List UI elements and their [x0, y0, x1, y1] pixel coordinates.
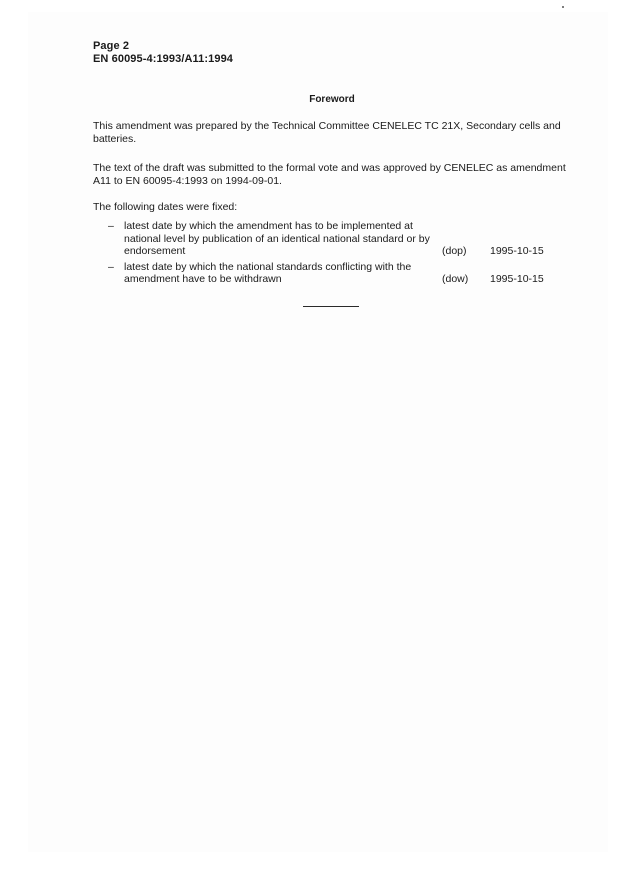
- date-abbreviation: (dow): [442, 273, 469, 285]
- date-description: latest date by which the amendment has to be implemented at national level by publication of an identical national standard or by endorsement: [124, 220, 430, 257]
- dates-list: [108, 220, 578, 289]
- foreword-paragraph-1: This amendment was prepared by the Technical Committee CENELEC TC 21X, Secondary cells and batteries.: [93, 120, 561, 145]
- foreword-paragraph-3: The following dates were fixed:: [93, 201, 238, 213]
- list-dash: –: [108, 220, 114, 232]
- foreword-heading: Foreword: [309, 94, 355, 105]
- date-value: 1995-10-15: [490, 273, 544, 285]
- date-value: 1995-10-15: [490, 245, 544, 257]
- date-abbreviation: (dop): [442, 245, 467, 257]
- foreword-paragraph-2: The text of the draft was submitted to the formal vote and was approved by CENELEC as amendment A11 to EN 60095-4:1993 on 1994-09-01.: [93, 162, 566, 187]
- date-description: latest date by which the national standards conflicting with the amendment have to be withdrawn: [124, 260, 412, 285]
- page-number: Page 2: [93, 40, 130, 52]
- document-page: [28, 12, 608, 852]
- document-identifier: EN 60095-4:1993/A11:1994: [93, 53, 234, 65]
- page-header: [93, 40, 233, 66]
- list-item: [108, 261, 578, 286]
- scan-speck: [562, 6, 564, 8]
- list-item: [108, 220, 578, 258]
- end-rule: [303, 306, 359, 307]
- list-dash: –: [108, 260, 114, 273]
